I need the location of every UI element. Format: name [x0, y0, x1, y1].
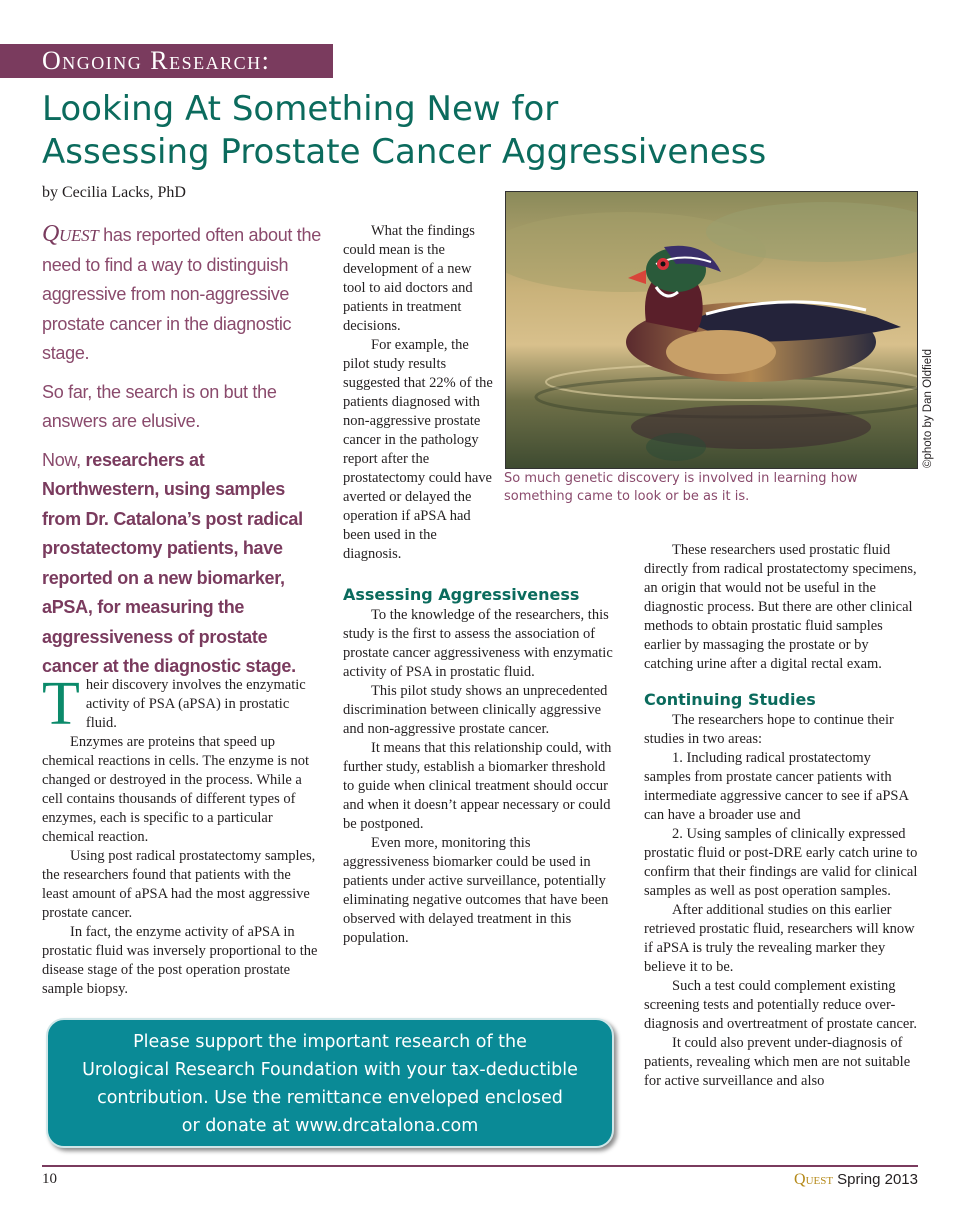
article-headline — [42, 88, 922, 174]
body-paragraph: The researchers hope to continue their studies in two areas: — [644, 712, 894, 747]
callout-line-3: contribution. Use the remittance enveloped enclosed — [97, 1088, 563, 1108]
intro-paragraph-3: Now, researchers at Northwestern, using samples from Dr. Catalona’s post radical prostatectomy patients, have reported on a new biomarker, aPSA, for measuring the aggressiveness of prostate cancer at the diagnostic stage. — [42, 449, 303, 676]
body-paragraph: Even more, monitoring this aggressiveness biomarker could be used in patients under active surveillance, potentially eliminating negative outcomes that have been observed with delayed treatment in this population. — [343, 835, 609, 946]
headline-line-2: Assessing Prostate Cancer Aggressiveness — [42, 132, 767, 172]
donation-callout — [46, 1018, 614, 1148]
quest-footer-wordmark: Quest — [794, 1171, 834, 1188]
article-column-2-bottom — [343, 585, 619, 948]
subhead-continuing-studies: Continuing Studies — [644, 690, 816, 709]
intro-paragraph-1: Quest has reported often about the need to find a way to distinguish aggressive from non-aggressive prostate cancer in the diagnostic stage. — [42, 221, 321, 363]
footer-publication — [794, 1171, 918, 1189]
body-paragraph: Using post radical prostatectomy samples, the researchers found that patients with the least amount of aPSA had the most aggressive prostate cancer. — [42, 848, 316, 921]
body-paragraph: To the knowledge of the researchers, this study is the first to assess the association of prostate cancer aggressiveness with enzymatic activity of PSA in prostatic fluid. — [343, 607, 613, 680]
body-paragraph: This pilot study shows an unprecedented discrimination between clinically aggressive and non-aggressive prostate cancer. — [343, 683, 608, 737]
body-paragraph: For example, the pilot study results suggested that 22% of the patients diagnosed with non-aggressive prostate cancer in the pathology report after the prostatectomy could have averted or delayed the operation if aPSA had been used in the diagnosis. — [343, 337, 493, 562]
article-column-2-top — [343, 222, 495, 564]
photo-caption: So much genetic discovery is involved in learning how something came to look or be as it is. — [504, 471, 858, 504]
body-paragraph: What the findings could mean is the development of a new tool to aid doctors and patients in treatment decisions. — [343, 223, 475, 334]
lead-paragraph: Their discovery involves the enzymatic activity of PSA (aPSA) in prostatic fluid. — [42, 670, 306, 738]
issue-date: Spring 2013 — [837, 1171, 918, 1188]
callout-line-1: Please support the important research of the — [133, 1032, 527, 1052]
wood-duck-photo — [505, 191, 918, 469]
page-number: 10 — [42, 1171, 57, 1187]
body-paragraph: 1. Including radical prostatectomy samples from prostate cancer patients with intermediate aggressive cancer to see if aPSA can have a broader use and — [644, 750, 909, 823]
duck-illustration — [506, 192, 918, 469]
photo-credit: ©photo by Dan Oldfield — [922, 348, 934, 468]
body-paragraph: These researchers used prostatic fluid directly from radical prostatectomy specimens, an origin that would not be useful in the diagnostic process. But there are other clinical methods to obtain prostatic fluid samples earlier by massaging the prostate or by catching urine after a digital rectal exam. — [644, 542, 917, 672]
body-paragraph: After additional studies on this earlier retrieved prostatic fluid, researchers will know if aPSA is truly the revealing marker they believe it to be. — [644, 902, 915, 975]
body-paragraph: Enzymes are proteins that speed up chemical reactions in cells. The enzyme is not changed or destroyed in the process. While a cell contains thousands of different types of enzymes, each is specific to a particular chemical reaction. — [42, 734, 310, 845]
body-paragraph: It could also prevent under-diagnosis of patients, revealing which men are not suitable for active surveillance and also — [644, 1035, 911, 1089]
intro-paragraph-2: So far, the search is on but the answers are elusive. — [42, 381, 277, 431]
article-column-1 — [42, 670, 318, 999]
callout-line-4: or donate at www.drcatalona.com — [181, 1116, 479, 1136]
body-paragraph: It means that this relationship could, with further study, establish a biomarker threshold to guide when clinical treatment should occur and when it doesn’t appear necessary or could be postponed. — [343, 740, 612, 832]
subhead-assessing-aggressiveness: Assessing Aggressiveness — [343, 585, 580, 604]
body-paragraph: In fact, the enzyme activity of aPSA in prostatic fluid was inversely proportional to the disease stage of the post operation prostate sample biopsy. — [42, 924, 318, 997]
headline-line-1: Looking At Something New for — [42, 89, 559, 129]
body-paragraph: 2. Using samples of clinically expressed prostatic fluid or post-DRE early catch urine to confirm that their findings are valid for clinical samples as well as post operation samples. — [644, 826, 918, 899]
body-paragraph: Such a test could complement existing screening tests and potentially reduce over-diagnosis and overtreatment of prostate cancer. — [644, 978, 917, 1032]
quest-wordmark: Quest — [42, 221, 99, 247]
footer-rule — [42, 1165, 918, 1167]
byline: by Cecilia Lacks, PhD — [42, 184, 186, 201]
drop-cap: T — [42, 670, 80, 738]
intro-deck — [42, 220, 322, 691]
article-column-3 — [644, 541, 920, 1091]
section-banner: Ongoing Research: — [0, 44, 333, 78]
callout-line-2: Urological Research Foundation with your tax-deductible — [82, 1060, 578, 1080]
